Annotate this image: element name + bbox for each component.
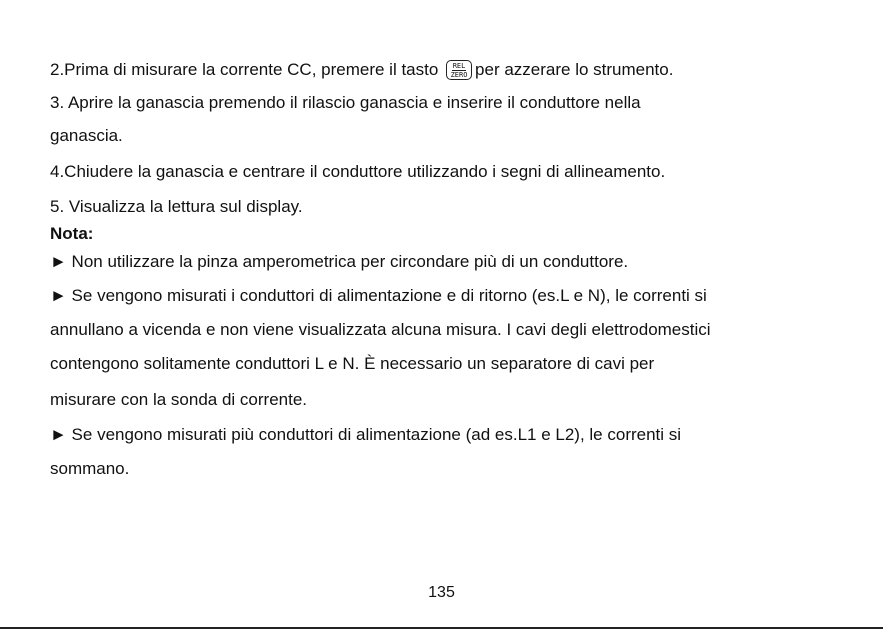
key-top-label: REL [452, 62, 466, 70]
bullet-2: ► Se vengono misurati i conduttori di alimentazione e di ritorno (es.L e N), le correnti si [50, 286, 707, 305]
rel-zero-key-icon [446, 60, 472, 80]
bullet-3: ► Se vengono misurati più conduttori di alimentazione (ad es.L1 e L2), le correnti si [50, 425, 682, 444]
bullet-3-cont: sommano. [50, 459, 130, 478]
bullet-1: ► Non utilizzare la pinza amperometrica per circondare più di un conduttore. [50, 252, 629, 271]
step-2-text-b: per azzerare lo strumento. [475, 60, 674, 79]
page-number: 135 [428, 584, 455, 601]
bottom-rule [0, 627, 883, 629]
step-4: 4.Chiudere la ganascia e centrare il conduttore utilizzando i segni di allineamento. [50, 162, 666, 181]
step-3-cont: ganascia. [50, 126, 123, 145]
step-3: 3. Aprire la ganascia premendo il rilascio ganascia e inserire il conduttore nella [50, 93, 641, 112]
bullet-2-cont-2: contengono solitamente conduttori L e N. È necessario un separatore di cavi per [50, 354, 655, 373]
step-5: 5. Visualizza la lettura sul display. [50, 197, 303, 216]
bullet-2-cont-3: misurare con la sonda di corrente. [50, 390, 308, 409]
bullet-2-cont-1: annullano a vicenda e non viene visualizzata alcuna misura. I cavi degli elettrodomestici [50, 320, 711, 339]
key-bottom-label: ZERO [450, 71, 468, 79]
step-2-text-a: 2.Prima di misurare la corrente CC, premere il tasto [50, 60, 444, 79]
step-2 [50, 60, 673, 80]
note-heading: Nota: [50, 224, 94, 243]
